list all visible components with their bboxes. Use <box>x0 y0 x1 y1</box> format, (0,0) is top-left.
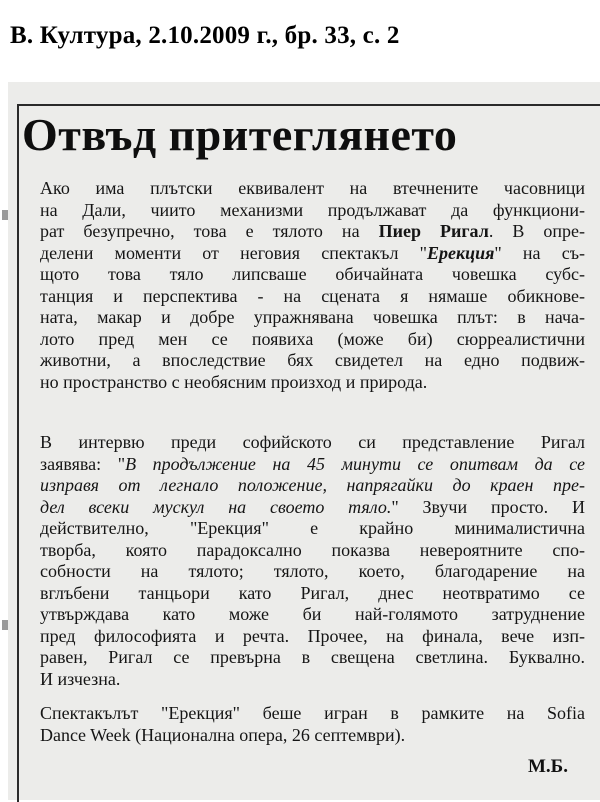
text-line: на Дали, чиито механизми продължават да функциони- <box>40 199 585 220</box>
text-line: заявява: "В продължение на 45 минути се опитвам да се <box>40 453 585 474</box>
text-line: Ако има плътски еквивалент на втечнените часовници <box>40 178 585 198</box>
text-line: равен, Ригал се превърна в свещена светлина. Буквално. <box>40 647 585 667</box>
author-signature: М.Б. <box>528 756 568 777</box>
quote-text: изправя от легнало положение, напрягайки до краен пре- <box>40 475 585 495</box>
text-line: пред философията и речта. Прочее, на финала, вече изп- <box>40 625 585 646</box>
text-line: И изчезна. <box>40 668 121 689</box>
text-line: творба, която парадоксално показва невероятните спо- <box>40 539 585 560</box>
article-paragraph-2 <box>40 432 585 690</box>
text-line: Dance Week (Национална опера, 26 септември). <box>40 724 406 745</box>
name-pier-rigal: Пиер Ригал <box>378 221 489 241</box>
title-erektsiya: Ерекция <box>426 242 495 263</box>
text-line: Спектакълът "Ерекция" беше игран в рамките на Sofia <box>40 703 585 723</box>
text-line: дел всеки мускул на своето тяло." Звучи просто. И <box>40 496 585 517</box>
text-line: животни, а впоследствие бях свидетел на едно подвиж- <box>40 350 585 370</box>
text-line: В интервю преди софийското си представление Ригал <box>40 432 585 452</box>
quote-text: В продължение на 45 минути се опитвам да се <box>125 453 585 474</box>
text-line: действително, "Ерекция" е крайно минималистична <box>40 518 585 538</box>
source-citation: В. Култура, 2.10.2009 г., бр. 33, с. 2 <box>10 22 400 49</box>
text-line: делени моменти от неговия спектакъл "Ерекция" на съ- <box>40 242 585 263</box>
text-line: собности на тялото; тялото, което, благодарение на <box>40 561 585 581</box>
text-line: но пространство с необясним произход и природа. <box>40 371 428 392</box>
text-line: вглъбени танцьори като Ригал, днес неотвратимо се <box>40 582 585 603</box>
article-paragraph-3 <box>40 703 585 746</box>
text-line <box>40 475 585 497</box>
text-line: рат безупречно, това е тялото на Пиер Ригал. В опре- <box>40 221 586 241</box>
margin-mark <box>2 210 8 220</box>
text-line: танция и перспектива - на сцената я нямаше обикнове- <box>40 285 585 306</box>
text-line: ната, макар и добре упражнявана човешка плът: в нача- <box>40 307 585 327</box>
quote-text: дел всеки мускул на своето тяло. <box>40 496 392 517</box>
margin-mark <box>2 620 8 630</box>
article-headline: Отвъд притеглянето <box>22 109 458 160</box>
article-paragraph-1 <box>40 178 585 393</box>
text-line: лото пред мен се появиха (може би) сюрреалистични <box>40 328 585 349</box>
text-line: щото това тяло липсваше обичайната човешка субс- <box>40 264 585 284</box>
text-line: утвърждава като може би най-голямото затруднение <box>40 604 585 624</box>
